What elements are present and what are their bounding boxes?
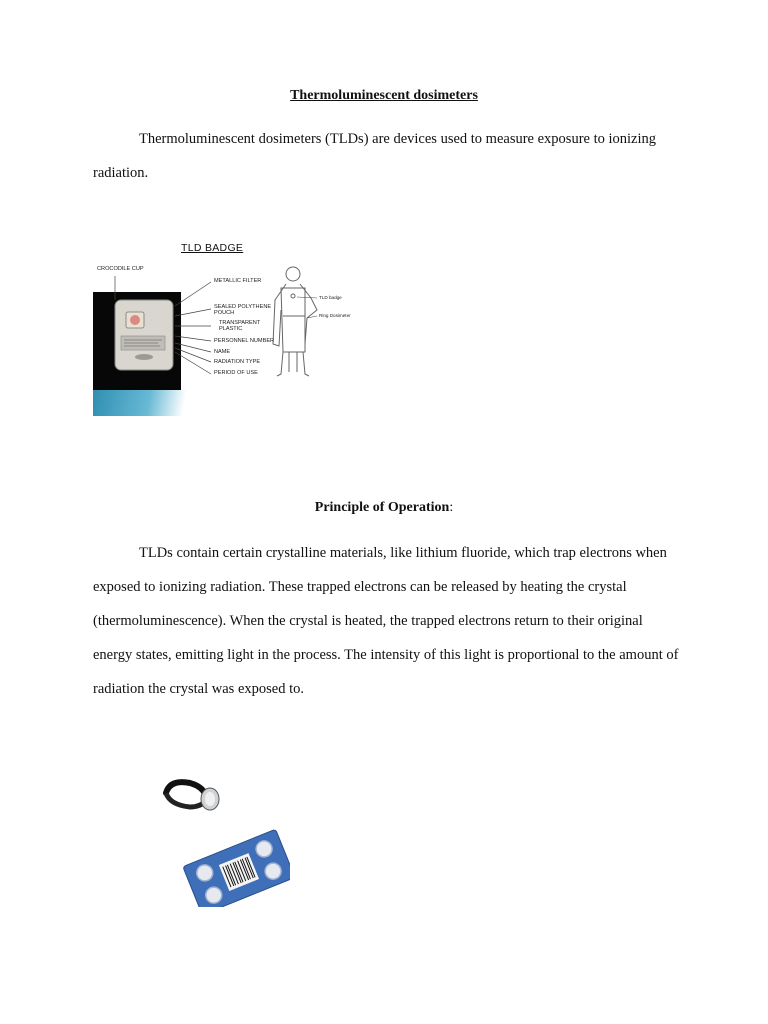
- tld-badge-figure: [93, 240, 363, 416]
- label-tld-badge: TLD badge: [319, 295, 342, 300]
- label-crocodile-cup: CROCODILE CUP: [97, 266, 144, 272]
- label-transparent-plastic: TRANSPARENT PLASTIC: [219, 320, 261, 332]
- dosimeters-image: [160, 775, 290, 907]
- page-title: [0, 88, 768, 104]
- label-ring-dosimeter: Ring Dosimeter: [319, 313, 351, 318]
- principle-paragraph: [93, 536, 683, 706]
- intro-text: Thermoluminescent dosimeters (TLDs) are devices used to measure exposure to ionizing radiation.: [93, 131, 657, 181]
- label-personnel-number: PERSONNEL NUMBER: [214, 338, 275, 344]
- label-sealed-pouch: SEALED POLYTHENE POUCH: [214, 304, 272, 316]
- label-period-of-use: PERIOD OF USE: [214, 370, 258, 376]
- figure-title: TLD BADGE: [181, 242, 244, 254]
- label-metallic-filter: METALLIC FILTER: [214, 278, 262, 284]
- page-title-text: Thermoluminescent dosimeters: [290, 88, 478, 103]
- principle-text: TLDs contain certain crystalline materials, like lithium fluoride, which trap electrons when exposed to ionizing radiation. These trapped electrons can be released by heating the crystal (thermoluminescence). When the crystal is heated, the trapped electrons return to their original energy states, emitting light in the process. The intensity of this light is proportional to the amount of radiation the crystal was exposed to.: [93, 545, 679, 697]
- section-heading-text: Principle of Operation: [314, 500, 450, 515]
- label-radiation-type: RADIATION TYPE: [214, 359, 261, 365]
- intro-paragraph: [93, 122, 683, 190]
- dosimeters-drawing: [160, 775, 290, 907]
- label-name: NAME: [214, 349, 231, 355]
- section-heading-colon: :: [449, 500, 454, 515]
- section-heading: [0, 500, 768, 516]
